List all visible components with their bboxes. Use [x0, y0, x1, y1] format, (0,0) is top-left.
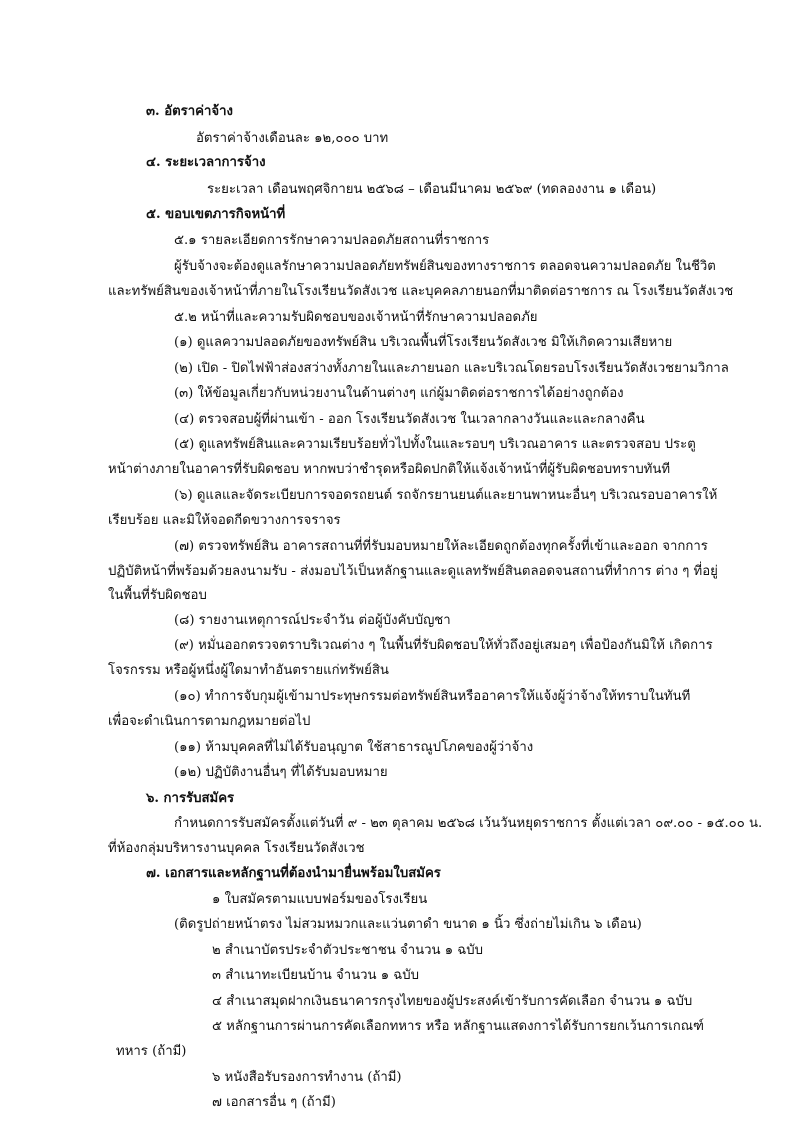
paragraph-line: ผู้รับจ้างจะต้องดูแลรักษาความปลอดภัยทรัพย์สินของทางราชการ ตลอดจนความปลอดภัย ในชีวิต — [174, 259, 716, 274]
application-place-text: ที่ห้องกลุ่มบริหารงานบุคคล โรงเรียนวัดสังเวช — [108, 841, 365, 856]
duty-item-continued: เพื่อจะดำเนินการตามกฎหมายต่อไป — [108, 714, 311, 729]
wage-text: อัตราค่าจ้างเดือนละ ๑๒,๐๐๐ บาท — [196, 131, 389, 146]
duty-item: (๑๐) ทำการจับกุมผู้เข้ามาประทุษกรรมต่อทรัพย์สินหรืออาคารให้แจ้งผู้ว่าจ้างให้ทราบในทันที — [174, 689, 691, 704]
paragraph-line: และทรัพย์สินของเจ้าหน้าที่ภายในโรงเรียนวัดสังเวช และบุคคลภายนอกที่มาติดต่อราชการ ณ โรงเรียนวัดสังเวช — [108, 284, 734, 299]
duty-item-continued: โจรกรรม หรือผู้หนึ่งผู้ใดมาทำอันตรายแก่ทรัพย์สิน — [108, 663, 389, 678]
document-item-continued: ทหาร (ถ้ามี) — [116, 1044, 187, 1059]
document-item: ๗ เอกสารอื่น ๆ (ถ้ามี) — [212, 1095, 336, 1110]
subsection-5-1: ๕.๑ รายละเอียดการรักษาความปลอดภัยสถานที่ราชการ — [174, 233, 490, 248]
duty-item-continued: ปฏิบัติหน้าที่พร้อมด้วยลงนามรับ - ส่งมอบไว้เป็นหลักฐานและดูแลทรัพย์สินตลอดจนสถานที่ทำการ ต่าง ๆ ที่อยู่ — [108, 564, 718, 579]
duty-item-continued: หน้าต่างภายในอาคารที่รับผิดชอบ หากพบว่าชำรุดหรือผิดปกติให้แจ้งเจ้าหน้าที่ผู้รับผิดชอบทราบทันที — [108, 462, 671, 477]
duty-item: (๓) ให้ข้อมูลเกี่ยวกับหน่วยงานในด้านต่างๆ แก่ผู้มาติดต่อราชการได้อย่างถูกต้อง — [174, 386, 624, 401]
duration-text: ระยะเวลา เดือนพฤศจิกายน ๒๕๖๘ – เดือนมีนาคม ๒๕๖๙ (ทดลองงาน ๑ เดือน) — [207, 182, 657, 197]
duty-item: (๖) ดูแลและจัดระเบียบการจอดรถยนต์ รถจักรยานยนต์และยานพาหนะอื่นๆ บริเวณรอบอาคารให้ — [174, 488, 718, 503]
duty-item-continued: ในพื้นที่รับผิดชอบ — [108, 588, 207, 603]
duty-item: (๑๒) ปฏิบัติงานอื่นๆ ที่ได้รับมอบหมาย — [174, 765, 388, 780]
document-item: ๖ หนังสือรับรองการทำงาน (ถ้ามี) — [212, 1070, 402, 1085]
document-item: ๕ หลักฐานการผ่านการคัดเลือกทหาร หรือ หลักฐานแสดงการได้รับการยกเว้นการเกณฑ์ — [212, 1019, 704, 1034]
application-period-text: กำหนดการรับสมัครตั้งแต่วันที่ ๙ - ๒๓ ตุลาคม ๒๕๖๘ เว้นวันหยุดราชการ ตั้งแต่เวลา ๐๙.๐๐ - ๑๕.๐๐ น. — [174, 816, 763, 831]
duty-item: (๒) เปิด - ปิดไฟฟ้าส่องสว่างทั้งภายในและภายนอก และบริเวณโดยรอบโรงเรียนวัดสังเวชยามวิกาล — [174, 361, 729, 376]
document-item-note: (ติดรูปถ่ายหน้าตรง ไม่สวมหมวกและแว่นตาดำ ขนาด ๑ นิ้ว ซึ่งถ่ายไม่เกิน ๖ เดือน) — [174, 917, 642, 932]
duty-item-continued: เรียบร้อย และมิให้จอดกีดขวางการจราจร — [108, 513, 341, 528]
duty-item: (๙) หมั่นออกตรวจตราบริเวณต่าง ๆ ในพื้นที่รับผิดชอบให้ทั่วถึงอยู่เสมอๆ เพื่อป้องกันมิให้ เกิดการ — [174, 638, 713, 653]
duty-item: (๕) ดูแลทรัพย์สินและความเรียบร้อยทั่วไปทั้งในและรอบๆ บริเวณอาคาร และตรวจสอบ ประตู — [174, 437, 696, 452]
duty-item: (๘) รายงานเหตุการณ์ประจำวัน ต่อผู้บังคับบัญชา — [174, 613, 451, 628]
section-4-heading: ๔. ระยะเวลาการจ้าง — [146, 155, 266, 170]
document-item: ๒ สำเนาบัตรประจำตัวประชาชน จำนวน ๑ ฉบับ — [212, 943, 484, 958]
section-5-heading: ๕. ขอบเขตภารกิจหน้าที่ — [146, 207, 286, 222]
duty-item: (๗) ตรวจทรัพย์สิน อาคารสถานที่ที่รับมอบหมายให้ละเอียดถูกต้องทุกครั้งที่เข้าและออก จากการ — [174, 539, 708, 554]
duty-item: (๑) ดูแลความปลอดภัยของทรัพย์สิน บริเวณพื้นที่โรงเรียนวัดสังเวช มิให้เกิดความเสียหาย — [174, 335, 673, 350]
document-item: ๑ ใบสมัครตามแบบฟอร์มของโรงเรียน — [212, 892, 428, 907]
duty-item: (๑๑) ห้ามบุคคลที่ไม่ได้รับอนุญาต ใช้สาธารณูปโภคของผู้ว่าจ้าง — [174, 740, 534, 755]
document-item: ๔ สำเนาสมุดฝากเงินธนาคารกรุงไทยของผู้ประสงค์เข้ารับการคัดเลือก จำนวน ๑ ฉบับ — [212, 994, 693, 1009]
section-3-heading: ๓. อัตราค่าจ้าง — [146, 104, 233, 119]
subsection-5-2: ๕.๒ หน้าที่และความรับผิดชอบของเจ้าหน้าที่รักษาความปลอดภัย — [174, 310, 538, 325]
duty-item: (๔) ตรวจสอบผู้ที่ผ่านเข้า - ออก โรงเรียนวัดสังเวช ในเวลากลางวันและและกลางคืน — [174, 412, 645, 427]
section-6-heading: ๖. การรับสมัคร — [146, 791, 235, 806]
section-7-heading: ๗. เอกสารและหลักฐานที่ต้องนำมายื่นพร้อมใบสมัคร — [146, 866, 441, 881]
document-item: ๓ สำเนาทะเบียนบ้าน จำนวน ๑ ฉบับ — [212, 968, 420, 983]
